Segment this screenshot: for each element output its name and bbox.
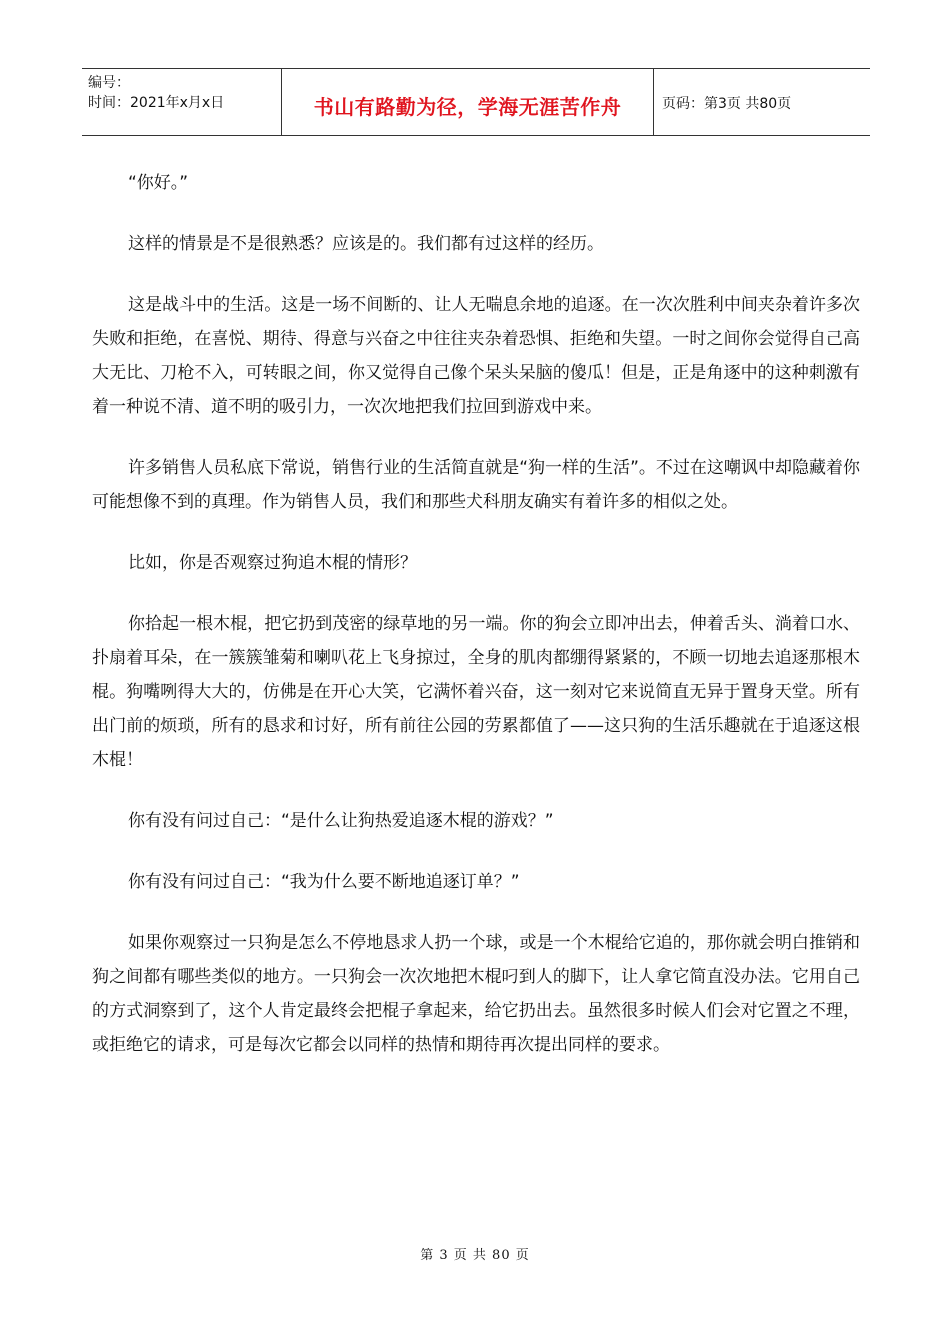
- page-header: [82, 68, 870, 136]
- number-label: 编号：: [88, 75, 130, 91]
- paragraph: 这样的情景是不是很熟悉？应该是的。我们都有过这样的经历。: [128, 234, 604, 254]
- paragraph: 你有没有问过自己：“我为什么要不断地追逐订单？”: [128, 872, 520, 892]
- paragraph: 如果你观察过一只狗是怎么不停地恳求人扔一个球，或是一个木棍给它追的，那你就会明白推销和狗之间都有哪些类似的地方。一只狗会一次次地把木棍叼到人的脚下，让人拿它简直没办法。它用自己的方式洞察到了，这个人肯定最终会把棍子拿起来，给它扔出去。虽然很多时候人们会对它置之不理，或拒绝它的请求，可是每次它都会以同样的热情和期待再次提出同样的要求。: [92, 933, 860, 1055]
- header-motto-cell: [282, 69, 654, 135]
- page-label: 页码：第3页 共80页: [662, 96, 792, 112]
- paragraph: 你拾起一根木棍，把它扔到茂密的绿草地的另一端。你的狗会立即冲出去，伸着舌头、淌着口水、扑扇着耳朵，在一簇簇雏菊和喇叭花上飞身掠过，全身的肌肉都绷得紧紧的，不顾一切地去追逐那根木棍。狗嘴咧得大大的，仿佛是在开心大笑，它满怀着兴奋，这一刻对它来说简直无异于置身天堂。所有出门前的烦琐，所有的恳求和讨好，所有前往公园的劳累都值了——这只狗的生活乐趣就在于追逐这根木棍！: [92, 614, 860, 770]
- paragraph: 你有没有问过自己：“是什么让狗热爱追逐木棍的游戏？”: [128, 811, 554, 831]
- header-meta: [82, 69, 282, 135]
- header-page-cell: [654, 69, 870, 135]
- paragraph: 比如，你是否观察过狗追木棍的情形？: [128, 553, 417, 573]
- paragraph: “你好。”: [128, 173, 189, 193]
- motto-text: 书山有路勤为径，学海无涯苦作舟: [313, 94, 622, 119]
- page-footer: [0, 1244, 950, 1263]
- paragraph: 这是战斗中的生活。这是一场不间断的、让人无喘息余地的追逐。在一次次胜利中间夹杂着许多次失败和拒绝，在喜悦、期待、得意与兴奋之中往往夹杂着恐惧、拒绝和失望。一时之间你会觉得自己高大无比、刀枪不入，可转眼之间，你又觉得自己像个呆头呆脑的傻瓜！但是，正是角逐中的这种刺激有着一种说不清、道不明的吸引力，一次次地把我们拉回到游戏中来。: [92, 295, 860, 417]
- document-body: [92, 166, 860, 1062]
- paragraph: 许多销售人员私底下常说，销售行业的生活简直就是“狗一样的生活”。不过在这嘲讽中却隐藏着你可能想像不到的真理。作为销售人员，我们和那些犬科朋友确实有着许多的相似之处。: [92, 458, 860, 512]
- footer-page-number: 第 3 页 共 80 页: [420, 1248, 530, 1263]
- date-label: 时间：2021年x月x日: [88, 95, 225, 111]
